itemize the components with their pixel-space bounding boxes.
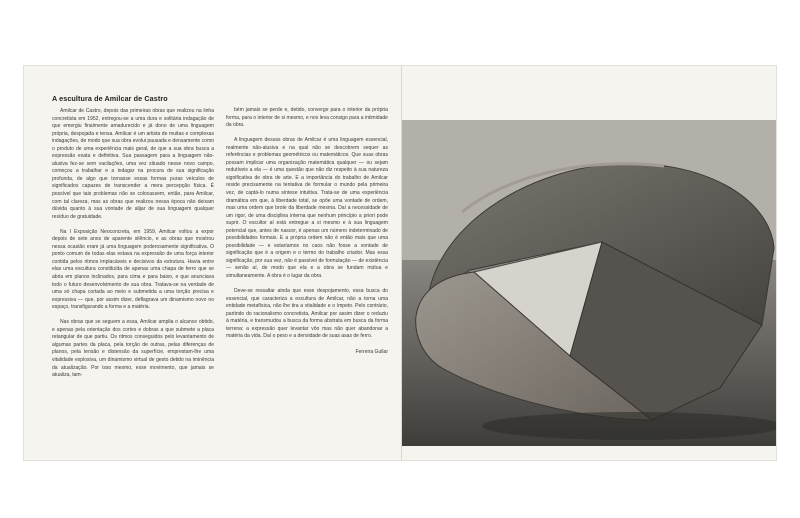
sculpture-photo	[402, 120, 776, 446]
paragraph: Nas obras que se seguem a essa, Amilcar amplia o alcance obtido, e apenas pela orientação dos cortes e dobras a que submete a placa retangular de que partiu. Os ritmos conseguidos pelo levantamento de algumas partes da placa, pela torção de outras, pelas diferenças de planos, pela tensão e distensão da superfície, emprestam-lhe uma vitalidade explosiva, um dinamismo virtual de gesto detido na iminência da atualização. Por isso mesmo, esse movimento, que jamais se atualiza, tam-	[52, 319, 214, 379]
sculpture-image	[402, 120, 776, 446]
author-signature: Ferreira Gullar	[355, 348, 388, 355]
paragraph: Amilcar de Castro, depois das primeiras obras que realizou na linha concretista em 1952, entregou-se a uma dura e solitária indagação de que emergiu finalmente amadurecido e já dono de uma linguagem própria, despojada e tensa. Amilcar é um artista de muitas e complexas indagações, de modo que sua obra evolui pausada e densamente como o produto de uma experiência mais geral, de que a sua obra busca a expressão exata e definitiva. Sua passagem para a linguagem não-alusiva fez-se sem vacilações, uma vez situado nesse novo campo, começou a trabalhar e a indagar na procura de sua significação profunda, de algo que tornasse essas formas puras veículos de significados capazes de transcender a mera percepção física. É possível que tais problemas não se colocassem, então, para Amilcar, com tal clareza, mas as obras que realizou nessa época não deixam dúvida quanto à sua vontade de alijar de sua linguagem qualquer resíduo de gratuidade.	[52, 108, 214, 220]
text-column-left	[52, 108, 214, 380]
paragraph: Deve-se ressaltar ainda que esse despojamento, essa busca do essencial, que caracteriza a escultura de Amilcar, não a torna uma entidade metafísica, não lhe tira a vitalidade e o ímpeto. Pelo contrário, partindo do racionalismo concretista, Amilcar por assim dizer o reduziu à matéria, e transmudou a busca da forma abstrata em busca da forma terrena: a expressão quer levantar vôo mas não quer abandonar a matéria da vida. Daí o peso e a densidade de suas asas de ferro.	[226, 288, 388, 340]
article-title: A escultura de Amilcar de Castro	[52, 94, 168, 103]
paragraph: A linguagem dessas obras de Amilcar é uma linguagem essencial, realmente não-alusiva e na qual não se descobrem sequer as referências e problemas geométricos ou matemáticos. Que suas obras possam implicar uma organização matemática qualquer — ou sejam redutíveis a ela — é uma questão que não diz respeito à sua natureza significativa de obra de arte. E a importância do trabalho de Amilcar reside precisamente na tentativa de formular o mundo pela primeira vez, de captá-lo numa síntese intuitiva. Trata-se de uma experiência dramática em que, à liberdade total, se opõe uma vontade de ordem, mas uma ordem que brote da liberdade mesma. Daí a necessidade de um rigor, de uma disciplina interna que nenhum princípio a priori pode suprir. O escultor aí está entregue a si mesmo e à sua linguagem potencial que, antes de nascer, é apenas um número indeterminado de possibilidades formais. E a própria ordem não é então mais que uma possibilidade — e estaríamos no caos não fosse a vontade de significação que é a origem e o termo do trabalho criador. Mas essa significação, por sua vez, não é passível de formulação — de existência — senão aí, de modo que ela e a obra se fundam mútua e simultaneamente. A obra é o lugar da obra.	[226, 137, 388, 279]
paragraph: bém jamais se perde e, detido, converge para o interior da própria forma, para o interior de si mesmo, e nos leva consigo para a intimidade da obra.	[226, 107, 388, 129]
text-column-right	[226, 107, 388, 356]
paragraph: Na I Exposição Neoconcreta, em 1959, Amilcar voltou a expor depois de sete anos de aparente silêncio, e as obras que mostrou nessa ocasião eram já uma linguagem poderosamente significativa. O ponto comum de todas elas estava na expressão de uma força interior contida pelos ritmos implacáveis e decisivos da estrutura. Havia entre elas uma escultura constituída de apenas uma chapa de ferro que se abria em planos inclinados, para cima e para baixo, e que anunciava todo o futuro desenvolvimento de sua obra. Tratava-se na verdade de uma só chapa cortada ao meio e submetida a uma torção precisa e expressiva — que, por assim dizer, deflagrava um dinamismo novo no espaço, transfigurando a forma e a matéria.	[52, 228, 214, 311]
